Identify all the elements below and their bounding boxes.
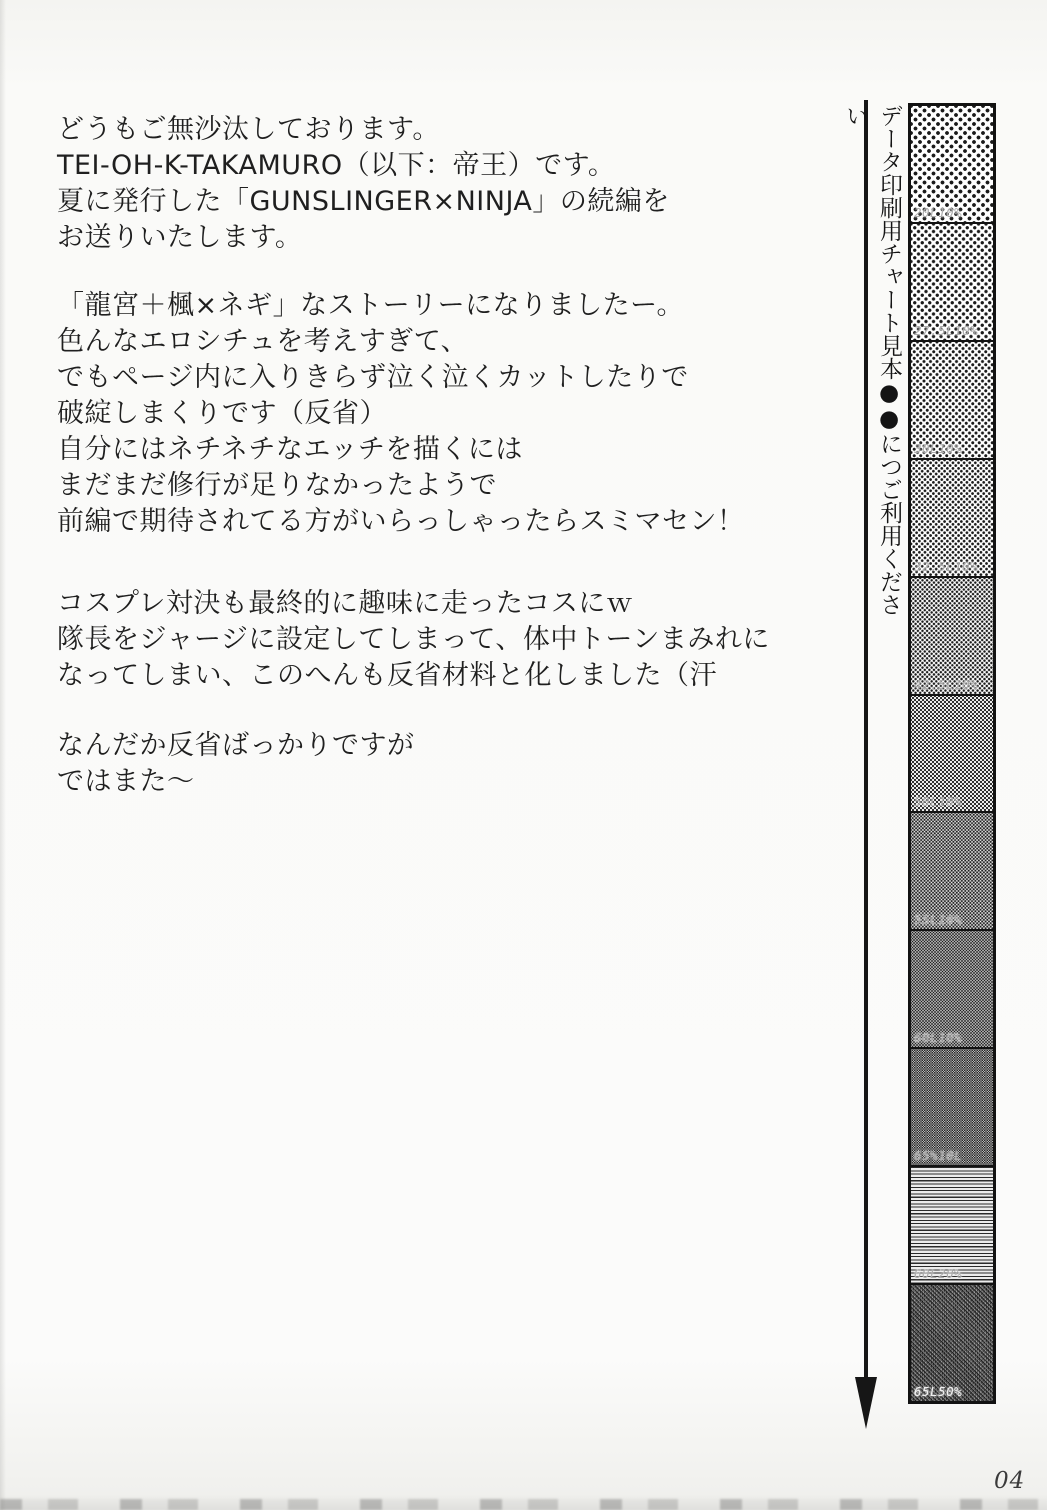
afterword-line: 夏に発行した「GUNSLINGER×NINJA」の続編を: [57, 186, 670, 217]
tone-chart-vertical-caption: データ印刷用チャート見本●●につご利用ください: [842, 104, 902, 616]
afterword-line: なってしまい、このへんも反省材料と化しました（汗: [57, 660, 717, 691]
tone-segment-label: 27.5L10%: [914, 322, 979, 338]
tone-segment-dots-60l-10: [911, 929, 993, 1047]
afterword-line: 「龍宮＋楓×ネギ」なストーリーになりましたー。: [57, 290, 685, 321]
tone-segment-dots-50l-10: [911, 694, 993, 812]
afterword-line: お送りいたします。: [57, 222, 303, 253]
afterword-line: 色んなエロシチュを考えすぎて、: [57, 326, 469, 357]
tone-segment-label: 32.5L10%: [914, 558, 979, 574]
tone-segment-label: 65%10L: [914, 1148, 963, 1164]
scan-artifact-left-edge: [0, 0, 6, 1510]
afterword-line: まだまだ修行が足りなかったようで: [57, 470, 497, 501]
afterword-paragraph: [57, 288, 817, 540]
afterword-line: TEI-OH-K-TAKAMURO（以下：帝王）です。: [57, 150, 616, 181]
afterword-paragraph: [57, 728, 817, 800]
afterword-line: なんだか反省ばっかりですが: [57, 730, 415, 761]
afterword-line: ではまた～: [57, 766, 195, 797]
tone-segment-dots-32l-10: [911, 458, 993, 576]
tone-segment-lines-60l-20: [911, 1165, 993, 1283]
tone-segment-label: 42.5L10%: [914, 676, 979, 692]
tone-segment-label: 50L10%: [914, 794, 963, 810]
afterword-line: コスプレ対決も最終的に趣味に走ったコスにｗ: [57, 588, 634, 619]
screentone-sample-chart: [908, 103, 996, 1404]
down-arrow-head-icon: [855, 1377, 877, 1429]
page-number: 04: [994, 1468, 1026, 1494]
tone-segment-label: 30L10%: [914, 440, 963, 456]
tone-segment-label: 60L20%: [914, 1266, 963, 1282]
tone-segment-dots-20l-10: [911, 106, 993, 222]
scan-artifact-bottom: [0, 1499, 1047, 1510]
afterword-line: 自分にはネチネチなエッチを描くには: [57, 434, 523, 465]
tone-segment-dots-30l-10: [911, 340, 993, 458]
afterword-line: 破綻しまくりです（反省）: [57, 398, 387, 429]
afterword-text-block: [57, 112, 817, 800]
down-arrow-line: [864, 100, 868, 1377]
tone-segment-dots-65l-10: [911, 1047, 993, 1165]
afterword-line: 前編で期待されてる方がいらっしゃったらスミマセン！: [57, 506, 745, 537]
afterword-line: どうもご無沙汰しております。: [57, 114, 440, 145]
tone-segment-dots-55l-10: [911, 811, 993, 929]
afterword-line: 隊長をジャージに設定してしまって、体中トーンまみれに: [57, 624, 770, 655]
afterword-paragraph: [57, 112, 817, 256]
afterword-line: でもページ内に入りきらず泣く泣くカットしたりで: [57, 362, 689, 393]
tone-segment-noise-65l-50: [911, 1283, 993, 1401]
tone-segment-label: 65L50%: [914, 1383, 963, 1399]
tone-segment-label: 60L10%: [914, 1030, 963, 1046]
tone-segment-dots-27l-10: [911, 222, 993, 340]
afterword-paragraph: [57, 586, 817, 694]
tone-segment-label: 55L10%: [914, 912, 963, 928]
tone-segment-dots-42l-10: [911, 576, 993, 694]
tone-segment-label: 20L10%: [914, 204, 963, 220]
